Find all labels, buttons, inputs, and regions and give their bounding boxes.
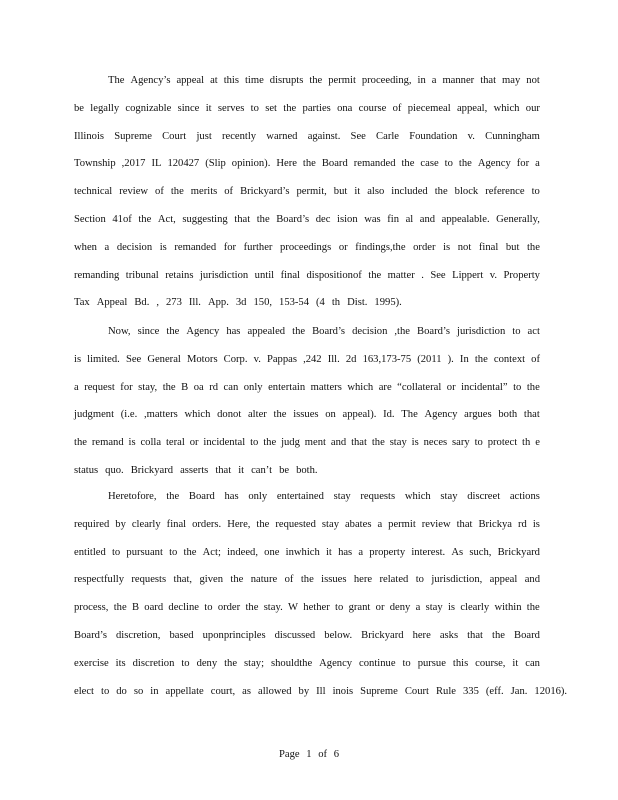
text-line: required by clearly final orders. Here, the requested stay abates a permit review that Brickya rd is [74,518,540,530]
footer-page-current: 1 [306,749,312,760]
footer-page-total: 6 [333,749,339,760]
text-line: be legally cognizable since it serves to set the parties ona course of piecemeal appeal, which our [74,102,540,114]
text-line: entitled to pursuant to the Act; indeed, one inwhich it has a property interest. As such, Brickyard [74,546,540,558]
text-line: when a decision is remanded for further proceedings or findings,the order is not final but the [74,241,540,253]
text-line: remanding tribunal retains jurisdiction until final dispositionof the matter . See Lippert v. Property [74,269,540,281]
footer-page-of: of [318,749,328,760]
text-line: exercise its discretion to deny the stay; shouldthe Agency continue to pursue this course, it can [74,657,540,669]
text-line: respectfully requests that, given the nature of the issues here related to jurisdiction, appeal and [74,574,540,586]
text-line: Illinois Supreme Court just recently warned against. See Carle Foundation v. Cunningham [74,130,540,142]
text-line: Township ,2017 IL 120427 (Slip opinion). Here the Board remanded the case to the Agency for a [74,158,540,170]
text-line: judgment (i.e. ,matters which donot alter the issues on appeal). Id. The Agency argues both that [74,409,540,421]
text-line: is limited. See General Motors Corp. v. Pappas ,242 Ill. 2d 163,173-75 (2011 ). In the context of [74,353,540,365]
footer-page-label: Page [279,749,300,760]
text-line: Section 41of the Act, suggesting that the Board’s dec ision was fin al and appealable. Generally, [74,214,540,225]
text-line: technical review of the merits of Brickyard’s permit, but it also included the block reference to [74,186,540,198]
text-line: elect to do so in appellate court, as allowed by Ill inois Supreme Court Rule 335 (eff. Jan. 12016). [74,685,568,697]
text-line: Tax Appeal Bd. , 273 Ill. App. 3d 150, 153-54 (4 th Dist. 1995). [74,297,402,309]
text-line: status quo. Brickyard asserts that it can’t be both. [74,465,318,476]
text-line: process, the B oard decline to order the stay. W hether to grant or deny a stay is clearly within the [74,602,540,614]
text-line: Now, since the Agency has appealed the Board’s decision ,the Board’s jurisdiction to act [108,326,540,337]
text-line: a request for stay, the B oa rd can only entertain matters which are “collateral or incidental” to the [74,381,540,393]
text-line: the remand is colla teral or incidental to the judg ment and that the stay is neces sary to protect th e [74,437,540,449]
page-footer [0,748,618,762]
text-line: The Agency’s appeal at this time disrupts the permit proceeding, in a manner that may not [108,75,540,86]
text-line: Board’s discretion, based uponprinciples discussed below. Brickyard here asks that the Board [74,630,540,641]
text-line: Heretofore, the Board has only entertained stay requests which stay discreet actions [108,491,540,502]
